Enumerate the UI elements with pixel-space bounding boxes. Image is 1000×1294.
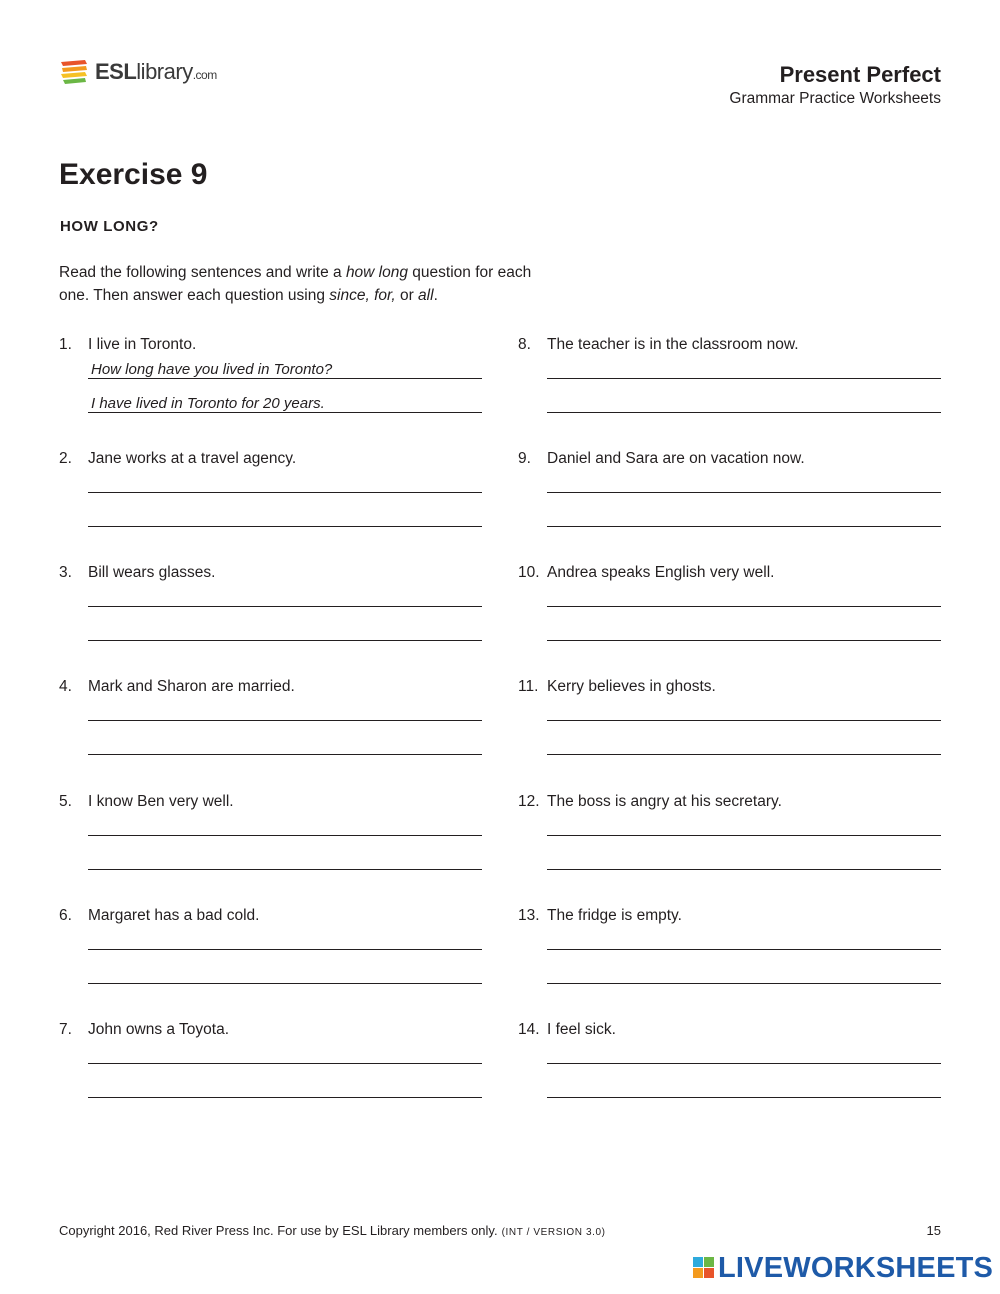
answer-line-answer[interactable] — [88, 506, 482, 527]
item-sentence: The teacher is in the classroom now. — [547, 336, 799, 353]
books-icon — [59, 58, 89, 86]
answer-line-answer[interactable] — [88, 620, 482, 641]
instructions-part1: Read the following sentences and write a — [59, 264, 346, 281]
answer-line-question[interactable] — [88, 1043, 482, 1064]
item-sentence: Mark and Sharon are married. — [88, 678, 295, 695]
answer-line-question[interactable] — [88, 358, 482, 379]
answer-line-question[interactable] — [547, 700, 941, 721]
item-sentence: Margaret has a bad cold. — [88, 907, 260, 924]
instructions-em1: how long — [345, 264, 408, 281]
item-number: 6. — [59, 907, 72, 924]
item-number: 9. — [518, 450, 531, 467]
logo-text-bold: ESL — [95, 59, 137, 84]
answer-line-question[interactable] — [88, 929, 482, 950]
document-subtitle: Grammar Practice Worksheets — [729, 90, 941, 107]
answer-line-question[interactable] — [88, 815, 482, 836]
answer-line-answer[interactable] — [88, 849, 482, 870]
answer-line-question[interactable] — [88, 472, 482, 493]
item-number: 2. — [59, 450, 72, 467]
item-number: 10. — [518, 564, 540, 581]
answer-line-question[interactable] — [547, 1043, 941, 1064]
answer-line-question[interactable] — [547, 815, 941, 836]
item-sentence: Kerry believes in ghosts. — [547, 678, 716, 695]
item-number: 1. — [59, 336, 72, 353]
item-sentence: I live in Toronto. — [88, 336, 197, 353]
item-number: 4. — [59, 678, 72, 695]
instructions-em2: since, for, — [329, 287, 396, 304]
item-sentence: Bill wears glasses. — [88, 564, 216, 581]
item-number: 12. — [518, 793, 540, 810]
logo-text-com: .com — [192, 68, 217, 82]
document-header — [729, 62, 941, 110]
liveworksheets-wordmark: LIVEWORKSHEETS — [718, 1252, 994, 1284]
logo-text-regular: library — [136, 59, 193, 84]
copyright-text: Copyright 2016, Red River Press Inc. For use by ESL Library members only. — [59, 1223, 498, 1238]
answer-line-answer[interactable] — [88, 963, 482, 984]
answer-line-question[interactable] — [547, 929, 941, 950]
instructions-em3: all — [418, 287, 434, 304]
section-label: HOW LONG? — [60, 218, 159, 235]
liveworksheets-logo — [693, 1253, 993, 1283]
item-number: 14. — [518, 1021, 540, 1038]
item-number: 5. — [59, 793, 72, 810]
exercise-title: Exercise 9 — [59, 158, 208, 191]
item-sentence: Daniel and Sara are on vacation now. — [547, 450, 805, 467]
item-sentence: Jane works at a travel agency. — [88, 450, 297, 467]
esl-library-logo — [59, 58, 217, 86]
answer-text: I have lived in Toronto for 20 years. — [91, 395, 325, 412]
answer-line-answer[interactable] — [547, 392, 941, 413]
item-number: 8. — [518, 336, 531, 353]
item-sentence: Andrea speaks English very well. — [547, 564, 775, 581]
answer-line-answer[interactable] — [88, 392, 482, 413]
answer-line-question[interactable] — [547, 472, 941, 493]
instructions-part4: . — [433, 287, 438, 304]
answer-line-answer[interactable] — [88, 1077, 482, 1098]
document-title: Present Perfect — [779, 62, 941, 87]
answer-line-answer[interactable] — [547, 963, 941, 984]
item-sentence: I feel sick. — [547, 1021, 616, 1038]
footer-copyright — [59, 1223, 606, 1238]
page-number: 15 — [926, 1223, 941, 1238]
answer-line-answer[interactable] — [547, 620, 941, 641]
item-sentence: The boss is angry at his secretary. — [547, 793, 782, 810]
answer-line-answer[interactable] — [547, 506, 941, 527]
item-sentence: I know Ben very well. — [88, 793, 234, 810]
answer-line-question[interactable] — [547, 586, 941, 607]
answer-line-answer[interactable] — [547, 849, 941, 870]
live-blocks-icon — [693, 1257, 715, 1279]
item-sentence: The fridge is empty. — [547, 907, 682, 924]
answer-text: How long have you lived in Toronto? — [91, 361, 333, 378]
answer-line-answer[interactable] — [547, 1077, 941, 1098]
answer-line-question[interactable] — [88, 586, 482, 607]
instructions-part2: question for each one. Then answer each question using — [59, 264, 532, 304]
item-sentence: John owns a Toyota. — [88, 1021, 230, 1038]
item-number: 7. — [59, 1021, 72, 1038]
answer-line-question[interactable] — [88, 700, 482, 721]
instructions — [59, 261, 559, 307]
answer-line-answer[interactable] — [547, 734, 941, 755]
version-text: (INT / VERSION 3.0) — [501, 1227, 606, 1238]
item-number: 13. — [518, 907, 540, 924]
logo-wordmark — [95, 61, 217, 83]
item-number: 3. — [59, 564, 72, 581]
answer-line-answer[interactable] — [88, 734, 482, 755]
answer-line-question[interactable] — [547, 358, 941, 379]
instructions-part3: or — [395, 287, 419, 304]
item-number: 11. — [518, 678, 539, 695]
